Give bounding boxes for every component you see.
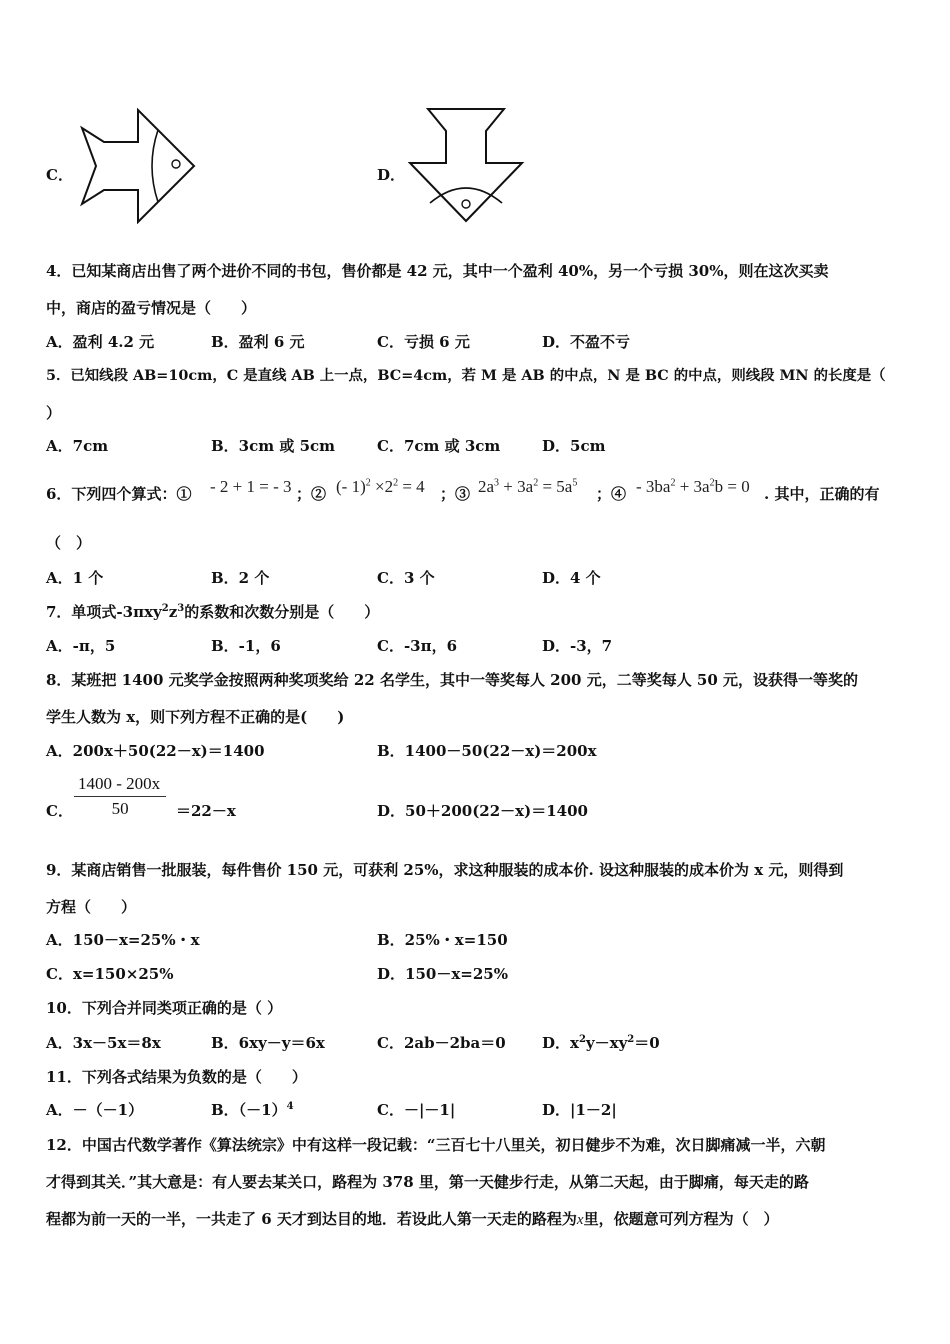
q7-option-d: D．-3，7 <box>542 637 613 655</box>
q4-option-a: A．盈利 4.2 元 <box>46 333 155 351</box>
q8-fraction-numerator: 1400 - 200x <box>74 774 166 797</box>
q11-option-a: A．－（－1） <box>46 1101 144 1119</box>
q6-paren: （ ） <box>46 534 92 552</box>
q6-option-c: C．3 个 <box>377 569 435 587</box>
q8-fraction-denominator: 50 <box>111 799 129 818</box>
q5-option-a: A．7cm <box>46 437 109 455</box>
q7-option-b: B．-1，6 <box>211 637 281 655</box>
q11-option-c: C．－|－1| <box>377 1101 456 1119</box>
q11-option-b: B．$(-1)^4$ <box>211 1101 294 1119</box>
q8-text-line1: 8．某班把 1400 元奖学金按照两种奖项奖给 22 名学生，其中一等奖每人 200 元，二等奖每人 50 元，设获得一等奖的 <box>46 671 859 689</box>
q5-text-line1: 5．已知线段 AB=10cm，C 是直线 AB 上一点，BC=4cm，若 M 是 AB 的中点，N 是 BC 的中点，则线段 MN 的长度是（ <box>46 367 886 384</box>
q7-stem: 7．单项式$-3\pi xy^2z^3$的系数和次数分别是（ ） <box>46 603 380 621</box>
q8-text-line2: 学生人数为 x，则下列方程不正确的是( ) <box>46 708 345 726</box>
q5-option-b: B．3cm 或 5cm <box>211 437 336 455</box>
q10-stem: 10．下列合并同类项正确的是（ ） <box>46 999 283 1017</box>
q6-option-a: A．1 个 <box>46 569 104 587</box>
q6-stem: 6．下列四个算式：① <box>46 485 192 503</box>
q4-text-line1: 4．已知某商店出售了两个进价不同的书包，售价都是 42 元，其中一个盈利 40%，另一个亏损 30%，则在这次买卖 <box>46 262 829 280</box>
q11-stem: 11．下列各式结果为负数的是（ ） <box>46 1068 307 1086</box>
q11-option-d: D．|1－2| <box>542 1101 617 1119</box>
q9-text-line2: 方程（ ） <box>46 898 137 916</box>
q9-option-b: B．25%・x=150 <box>377 931 508 949</box>
q8-option-a: A．200x＋50(22－x)＝1400 <box>46 742 265 760</box>
q9-option-d: D．150－x=25% <box>377 965 508 983</box>
q6-sep-3: ；③ <box>440 485 471 503</box>
q12-text-line2: 才得到其关．”其大意是：有人要去某关口，路程为 378 里，第一天健步行走，从第二天起，由于脚痛，每天走的路 <box>46 1173 809 1191</box>
q12-text-line1: 12．中国古代数学著作《算法统宗》中有这样一段记载：“三百七十八里关，初日健步不为难，次日脚痛减一半，六朝 <box>46 1136 826 1154</box>
q8-option-c-fraction <box>74 774 166 819</box>
q10-option-a: A．3x－5x＝8x <box>46 1034 161 1052</box>
arrow-figure-d <box>408 107 526 225</box>
q12-text-line3: 程都为前一天的一半，一共走了 6 天才到达目的地．若设此人第一天走的路程为x里，依题意可列方程为（ ） <box>46 1210 779 1228</box>
q6-option-b: B．2 个 <box>211 569 270 587</box>
option-d-label: D． <box>377 166 406 184</box>
option-c-label: C． <box>46 166 73 184</box>
q8-option-c-rest: ＝22－x <box>176 802 236 820</box>
q9-text-line1: 9．某商店销售一批服装，每件售价 150 元，可获利 25%，求这种服装的成本价. 设这种服装的成本价为 x 元，则得到 <box>46 861 844 879</box>
q7-option-c: C．-3π，6 <box>377 637 458 655</box>
q6-option-d: D．4 个 <box>542 569 601 587</box>
q5-option-d: D．5cm <box>542 437 606 455</box>
q9-option-c: C．x=150×25% <box>46 965 174 983</box>
fish-figure-c <box>80 108 198 224</box>
q4-option-c: C．亏损 6 元 <box>377 333 470 351</box>
q5-text-line2: ） <box>46 404 62 422</box>
q9-option-a: A．150－x=25%・x <box>46 931 200 949</box>
q8-option-b: B．1400－50(22－x)＝200x <box>377 742 597 760</box>
q4-option-b: B．盈利 6 元 <box>211 333 305 351</box>
q10-option-d: D．$x^2y-xy^2=0$ <box>542 1034 660 1052</box>
q8-option-d: D．50＋200(22－x)＝1400 <box>377 802 588 820</box>
q4-text-line2: 中，商店的盈亏情况是（ ） <box>46 299 257 317</box>
q6-formula-2: (- $1)^2 \times 2^2 = 4$ <box>336 477 425 496</box>
q8-option-c-label: C． <box>46 802 73 820</box>
q4-option-d: D．不盈不亏 <box>542 333 631 351</box>
q6-formula-1: - 2 + 1 = - 3 <box>210 477 292 496</box>
q6-sep-4: ；④ <box>596 485 627 503</box>
q10-option-c: C．2ab－2ba＝0 <box>377 1034 506 1052</box>
q6-formula-3: $2a^3 + 3a^2 = 5a^5$ <box>478 477 578 496</box>
q10-option-b: B．6xy－y＝6x <box>211 1034 325 1052</box>
q6-stem-tail: . 其中，正确的有 <box>764 485 880 503</box>
q5-option-c: C．7cm 或 3cm <box>377 437 501 455</box>
q6-formula-4: - $3ba^2 + 3a^2b = 0$ <box>636 477 750 496</box>
q6-sep-2: ；② <box>296 485 327 503</box>
q7-option-a: A．-π，5 <box>46 637 116 655</box>
